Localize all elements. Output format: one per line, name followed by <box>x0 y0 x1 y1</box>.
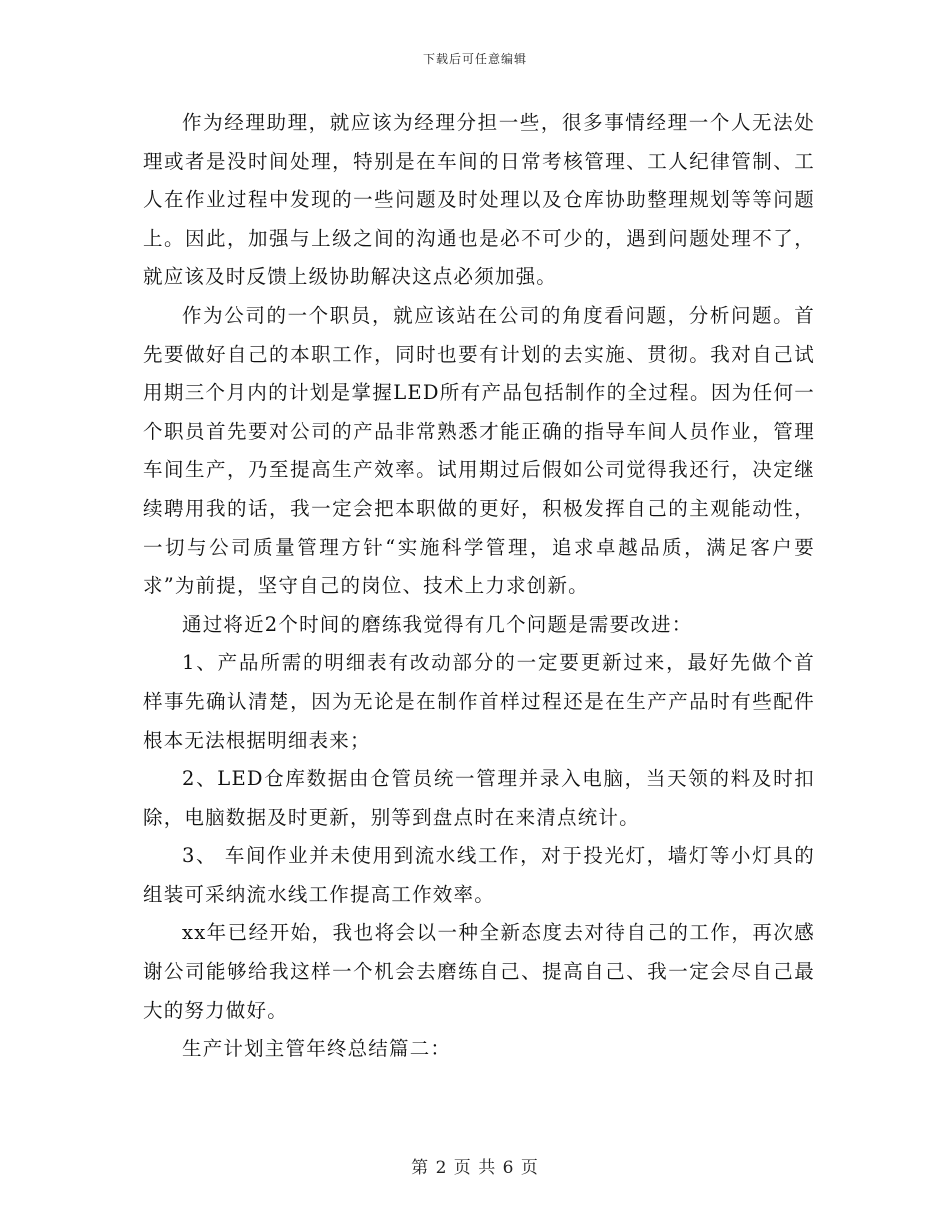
list-item-2: 2、LED仓库数据由仓管员统一管理并录入电脑，当天领的料及时扣除，电脑数据及时更新，别等到盘点时在来清点统计。 <box>143 767 815 829</box>
paragraph-2: 作为公司的一个职员，就应该站在公司的角度看问题，分析问题。首先要做好自己的本职工作，同时也要有计划的去实施、贯彻。我对自己试用期三个月内的计划是掌握LED所有产品包括制作的全过程。因为任何一个职员首先要对公司的产品非常熟悉才能正确的指导车间人员作业，管理车间生产，乃至提高生产效率。试用期过后假如公司觉得我还行，决定继续聘用我的话，我一定会把本职做的更好，积极发挥自己的主观能动性，一切与公司质量管理方针“实施科学管理，追求卓越品质，满足客户要求”为前提，坚守自己的岗位、技术上力求创新。 <box>143 303 815 598</box>
page-header: 下载后可任意编辑 <box>422 52 527 66</box>
paragraph-3: 通过将近2个时间的磨练我觉得有几个问题是需要改进： <box>182 612 693 636</box>
paragraph-1: 作为经理助理，就应该为经理分担一些，很多事情经理一个人无法处理或者是没时间处理，特别是在车间的日常考核管理、工人纪律管制、工人在作业过程中发现的一些问题及时处理以及仓库协助整理规划等等问题上。因此，加强与上级之间的沟通也是必不可少的，遇到问题处理不了，就应该及时反馈上级协助解决这点必须加强。 <box>143 111 815 289</box>
section-heading: 生产计划主管年终总结篇二： <box>182 1037 452 1061</box>
paragraph-4: xx年已经开始，我也将会以一种全新态度去对待自己的工作，再次感谢公司能够给我这样一个机会去磨练自己、提高自己、我一定会尽自己最大的努力做好。 <box>143 921 815 1022</box>
list-item-1: 1、产品所需的明细表有改动部分的一定要更新过来，最好先做个首样事先确认清楚，因为无论是在制作首样过程还是在生产产品时有些配件根本无法根据明细表来； <box>143 651 815 752</box>
list-item-3: 3、 车间作业并未使用到流水线工作，对于投光灯，墙灯等小灯具的组装可采纳流水线工作提高工作效率。 <box>143 844 815 906</box>
page-number: 第 2 页 共 6 页 <box>411 1158 539 1178</box>
document-body <box>143 104 815 1069</box>
